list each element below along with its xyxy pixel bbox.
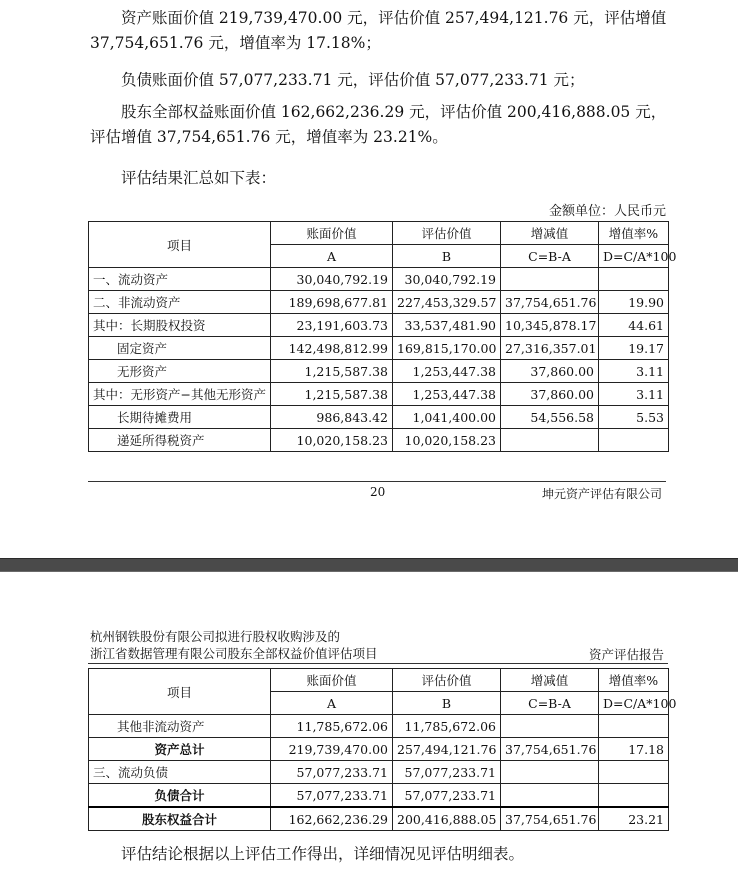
table-row xyxy=(89,715,669,738)
row-item: 资产总计 xyxy=(89,738,271,761)
row-rate: 17.18 xyxy=(599,738,669,761)
row-change xyxy=(501,268,599,291)
report-header-line1: 杭州钢铁股份有限公司拟进行股权收购涉及的 xyxy=(90,629,341,644)
row-appraised-value: 1,253,447.38 xyxy=(393,383,501,406)
row-change: 37,754,651.76 xyxy=(501,291,599,314)
header-book-value: 账面价值 xyxy=(271,669,393,692)
header-change: 增减值 xyxy=(501,669,599,692)
row-rate: 44.61 xyxy=(599,314,669,337)
header-sub-b: B xyxy=(393,245,501,268)
row-appraised-value: 11,785,672.06 xyxy=(393,715,501,738)
row-book-value: 219,739,470.00 xyxy=(271,738,393,761)
table-row xyxy=(89,738,669,761)
page-number: 20 xyxy=(370,485,386,499)
row-change xyxy=(501,761,599,784)
paragraph-liabilities: 负债账面价值 57,077,233.71 元，评估价值 57,077,233.71 元； xyxy=(121,71,585,89)
row-book-value: 1,215,587.38 xyxy=(271,383,393,406)
footer-divider xyxy=(88,481,666,482)
row-rate: 19.90 xyxy=(599,291,669,314)
table-row xyxy=(89,807,669,831)
row-appraised-value: 1,253,447.38 xyxy=(393,360,501,383)
row-item: 二、非流动资产 xyxy=(89,291,271,314)
row-book-value: 1,215,587.38 xyxy=(271,360,393,383)
row-book-value: 162,662,236.29 xyxy=(271,807,393,831)
header-item: 项目 xyxy=(89,222,271,268)
row-item: 负债合计 xyxy=(89,784,271,808)
header-sub-a: A xyxy=(271,245,393,268)
report-header-line2: 浙江省数据管理有限公司股东全部权益价值评估项目 xyxy=(90,646,378,661)
row-change xyxy=(501,784,599,808)
row-change: 27,316,357.01 xyxy=(501,337,599,360)
row-item: 无形资产 xyxy=(89,360,271,383)
row-appraised-value: 1,041,400.00 xyxy=(393,406,501,429)
report-type: 资产评估报告 xyxy=(588,647,664,662)
row-book-value: 57,077,233.71 xyxy=(271,761,393,784)
row-change: 37,860.00 xyxy=(501,360,599,383)
row-rate: 23.21 xyxy=(599,807,669,831)
header-sub-d: D=C/A*100 xyxy=(599,692,669,715)
header-sub-c: C=B-A xyxy=(501,692,599,715)
row-item: 其中：长期股权投资 xyxy=(89,314,271,337)
row-rate: 19.17 xyxy=(599,337,669,360)
row-change: 10,345,878.17 xyxy=(501,314,599,337)
page-separator xyxy=(0,558,738,572)
header-change: 增减值 xyxy=(501,222,599,245)
row-book-value: 11,785,672.06 xyxy=(271,715,393,738)
table-row xyxy=(89,429,669,452)
report-header xyxy=(90,628,378,662)
header-rate: 增值率% xyxy=(599,669,669,692)
row-item: 三、流动负债 xyxy=(89,761,271,784)
row-change xyxy=(501,715,599,738)
table-row xyxy=(89,337,669,360)
row-item: 股东权益合计 xyxy=(89,807,271,831)
row-book-value: 23,191,603.73 xyxy=(271,314,393,337)
row-rate xyxy=(599,715,669,738)
table-row xyxy=(89,784,669,808)
row-appraised-value: 257,494,121.76 xyxy=(393,738,501,761)
row-rate xyxy=(599,761,669,784)
row-book-value: 30,040,792.19 xyxy=(271,268,393,291)
row-book-value: 142,498,812.99 xyxy=(271,337,393,360)
header-rate: 增值率% xyxy=(599,222,669,245)
row-appraised-value: 200,416,888.05 xyxy=(393,807,501,831)
table-row xyxy=(89,360,669,383)
row-appraised-value: 57,077,233.71 xyxy=(393,784,501,808)
row-book-value: 57,077,233.71 xyxy=(271,784,393,808)
row-item: 其中：无形资产−其他无形资产 xyxy=(89,383,271,406)
row-rate xyxy=(599,784,669,808)
header-item: 项目 xyxy=(89,669,271,715)
header-sub-a: A xyxy=(271,692,393,715)
header-sub-d: D=C/A*100 xyxy=(599,245,669,268)
table-row xyxy=(89,383,669,406)
paragraph-assets: 资产账面价值 219,739,470.00 元，评估价值 257,494,121.76 元，评估增值 37,754,651.76 元，增值率为 17.18%； xyxy=(90,9,672,52)
header-sub-b: B xyxy=(393,692,501,715)
valuation-summary-table xyxy=(88,221,677,452)
row-item: 一、流动资产 xyxy=(89,268,271,291)
conclusion-paragraph: 评估结论根据以上评估工作得出，详细情况见评估明细表。 xyxy=(121,845,525,863)
paragraph-summary-intro: 评估结果汇总如下表： xyxy=(121,169,277,187)
row-appraised-value: 10,020,158.23 xyxy=(393,429,501,452)
table-row xyxy=(89,761,669,784)
table-row xyxy=(89,406,669,429)
table-header-row xyxy=(89,222,669,245)
table-header-row xyxy=(89,669,669,692)
row-change: 37,754,651.76 xyxy=(501,807,599,831)
row-change: 54,556.58 xyxy=(501,406,599,429)
table-row xyxy=(89,268,669,291)
header-sub-c: C=B-A xyxy=(501,245,599,268)
header-appraised-value: 评估价值 xyxy=(393,669,501,692)
row-book-value: 10,020,158.23 xyxy=(271,429,393,452)
row-item: 递延所得税资产 xyxy=(89,429,271,452)
row-appraised-value: 33,537,481.90 xyxy=(393,314,501,337)
paragraph-equity: 股东全部权益账面价值 162,662,236.29 元，评估价值 200,416,888.05 元，评估增值 37,754,651.76 元，增值率为 23.21%。 xyxy=(90,103,667,146)
row-rate: 3.11 xyxy=(599,360,669,383)
row-change xyxy=(501,429,599,452)
table-row xyxy=(89,291,669,314)
table-row xyxy=(89,314,669,337)
row-rate xyxy=(599,268,669,291)
row-item: 其他非流动资产 xyxy=(89,715,271,738)
currency-unit: 金额单位：人民币元 xyxy=(548,204,666,219)
row-rate xyxy=(599,429,669,452)
row-item: 固定资产 xyxy=(89,337,271,360)
row-appraised-value: 57,077,233.71 xyxy=(393,761,501,784)
header-appraised-value: 评估价值 xyxy=(393,222,501,245)
row-change: 37,754,651.76 xyxy=(501,738,599,761)
row-book-value: 189,698,677.81 xyxy=(271,291,393,314)
row-rate: 5.53 xyxy=(599,406,669,429)
row-change: 37,860.00 xyxy=(501,383,599,406)
row-item: 长期待摊费用 xyxy=(89,406,271,429)
company-name: 坤元资产评估有限公司 xyxy=(541,487,662,501)
valuation-summary-table-continued xyxy=(88,668,677,831)
row-appraised-value: 30,040,792.19 xyxy=(393,268,501,291)
row-rate: 3.11 xyxy=(599,383,669,406)
header-divider xyxy=(88,663,668,664)
row-book-value: 986,843.42 xyxy=(271,406,393,429)
header-book-value: 账面价值 xyxy=(271,222,393,245)
row-appraised-value: 227,453,329.57 xyxy=(393,291,501,314)
row-appraised-value: 169,815,170.00 xyxy=(393,337,501,360)
